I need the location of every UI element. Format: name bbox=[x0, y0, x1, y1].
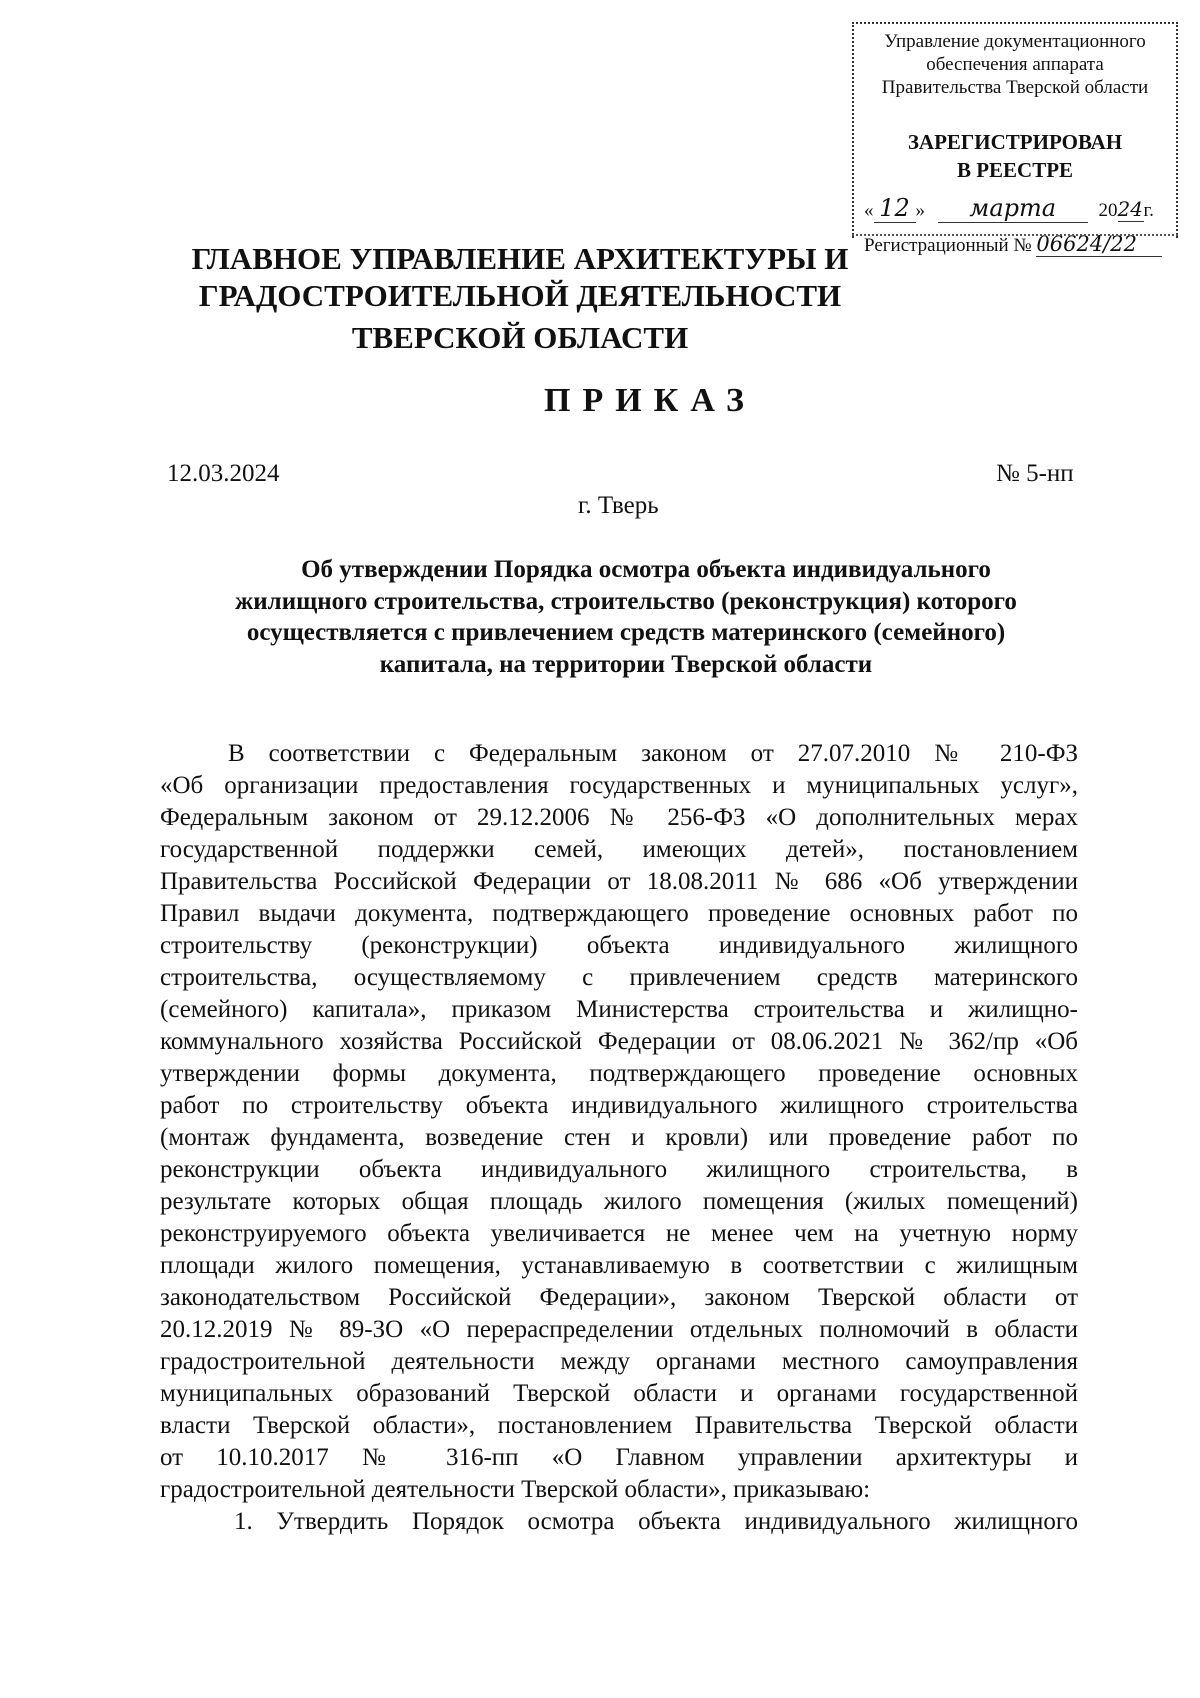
stamp-date-year-end: г. bbox=[1143, 200, 1154, 221]
subject-line: осуществляется с привлечением средств материнского (семейного) bbox=[246, 619, 1006, 646]
registration-stamp bbox=[852, 22, 1178, 256]
body-line: «Об организации предоставления государственных и муниципальных услуг», bbox=[160, 772, 1078, 799]
document-subject bbox=[176, 554, 1076, 680]
subject-line: капитала, на территории Тверской области bbox=[379, 650, 873, 678]
document-city: г. Тверь bbox=[578, 492, 659, 519]
body-line: градостроительной деятельности между органами местного самоуправления bbox=[160, 1348, 1078, 1375]
body-line: Федеральным законом от 29.12.2006 № 256-ФЗ «О дополнительных мерах bbox=[160, 804, 1078, 831]
document-number: № 5-нп bbox=[996, 460, 1074, 487]
stamp-org-line: Управление документационного bbox=[884, 31, 1146, 52]
document-type: ПРИКАЗ bbox=[544, 382, 756, 419]
body-line: площади жилого помещения, устанавливаемую в соответствии с жилищным bbox=[160, 1252, 1078, 1279]
stamp-reg-number-label: Регистрационный № bbox=[864, 235, 1032, 256]
org-title-line: ТВЕРСКОЙ ОБЛАСТИ bbox=[351, 320, 689, 355]
body-line: государственной поддержки семей, имеющих детей», постановлением bbox=[160, 836, 1078, 863]
body-line: коммунального хозяйства Российской Федерации от 08.06.2021 № 362/пр «Об bbox=[160, 1028, 1078, 1055]
stamp-date-quote: » bbox=[915, 200, 925, 221]
body-line: строительства, осуществляемому с привлечением средств материнского bbox=[160, 964, 1078, 991]
stamp-date bbox=[864, 194, 1174, 224]
stamp-date-year-prefix: 20 bbox=[1098, 200, 1118, 221]
body-line: утверждении формы документа, подтверждающего проведение основных bbox=[160, 1060, 1078, 1087]
subject-line: жилищного строительства, строительство (реконструкция) которого bbox=[235, 587, 1017, 615]
stamp-date-month: марта bbox=[938, 194, 1088, 223]
document-body bbox=[160, 738, 1078, 1538]
document-date: 12.03.2024 bbox=[167, 460, 280, 487]
subject-line: Об утверждении Порядка осмотра объекта индивидуального bbox=[301, 556, 991, 583]
stamp-organization bbox=[854, 30, 1176, 99]
body-line: 20.12.2019 № 89-ЗО «О перераспределении отдельных полномочий в области bbox=[160, 1316, 1078, 1343]
stamp-date-day: 12 bbox=[874, 194, 916, 223]
org-title-line: ГЛАВНОЕ УПРАВЛЕНИЕ АРХИТЕКТУРЫ И bbox=[191, 241, 849, 276]
body-line: строительству (реконструкции) объекта индивидуального жилищного bbox=[160, 932, 1078, 959]
stamp-reg-number bbox=[864, 232, 1176, 260]
body-line: Правил выдачи документа, подтверждающего проведение основных работ по bbox=[160, 900, 1078, 927]
organization-title bbox=[140, 240, 900, 356]
body-line: реконструкции объекта индивидуального жилищного строительства, в bbox=[160, 1156, 1078, 1183]
body-line: власти Тверской области», постановлением Правительства Тверской области bbox=[160, 1412, 1078, 1439]
body-line: 1. Утвердить Порядок осмотра объекта индивидуального жилищного bbox=[234, 1508, 1078, 1535]
stamp-date-quote: « bbox=[864, 200, 874, 221]
body-line: (семейного) капитала», приказом Министерства строительства и жилищно- bbox=[160, 996, 1078, 1023]
body-line: (монтаж фундамента, возведение стен и кровли) или проведение работ по bbox=[160, 1124, 1078, 1151]
stamp-registered-label bbox=[854, 128, 1176, 184]
body-line: результате которых общая площадь жилого помещения (жилых помещений) bbox=[160, 1188, 1078, 1215]
body-line: В соответствии с Федеральным законом от 27.07.2010 № 210-ФЗ bbox=[228, 740, 1078, 767]
body-line: градостроительной деятельности Тверской области», приказываю: bbox=[160, 1476, 871, 1503]
stamp-divider bbox=[852, 234, 1178, 236]
body-line: законодательством Российской Федерации», законом Тверской области от bbox=[160, 1284, 1078, 1311]
body-line: работ по строительству объекта индивидуального жилищного строительства bbox=[160, 1092, 1078, 1119]
stamp-reg-line: ЗАРЕГИСТРИРОВАН bbox=[907, 130, 1123, 154]
stamp-reg-line: В РЕЕСТРЕ bbox=[956, 158, 1074, 182]
body-line: реконструируемого объекта увеличивается не менее чем на учетную норму bbox=[160, 1220, 1078, 1247]
stamp-org-line: Правительства Тверской области bbox=[881, 77, 1149, 98]
stamp-reg-number-value: 06624/22 bbox=[1036, 232, 1162, 257]
body-line: Правительства Российской Федерации от 18.08.2011 № 686 «Об утверждении bbox=[160, 868, 1078, 895]
org-title-line: ГРАДОСТРОИТЕЛЬНОЙ ДЕЯТЕЛЬНОСТИ bbox=[198, 278, 842, 313]
body-line: муниципальных образований Тверской области и органами государственной bbox=[160, 1380, 1078, 1407]
body-line: от 10.10.2017 № 316-пп «О Главном управлении архитектуры и bbox=[160, 1444, 1078, 1471]
stamp-org-line: обеспечения аппарата bbox=[926, 54, 1104, 75]
stamp-date-year: 24 bbox=[1117, 197, 1143, 221]
